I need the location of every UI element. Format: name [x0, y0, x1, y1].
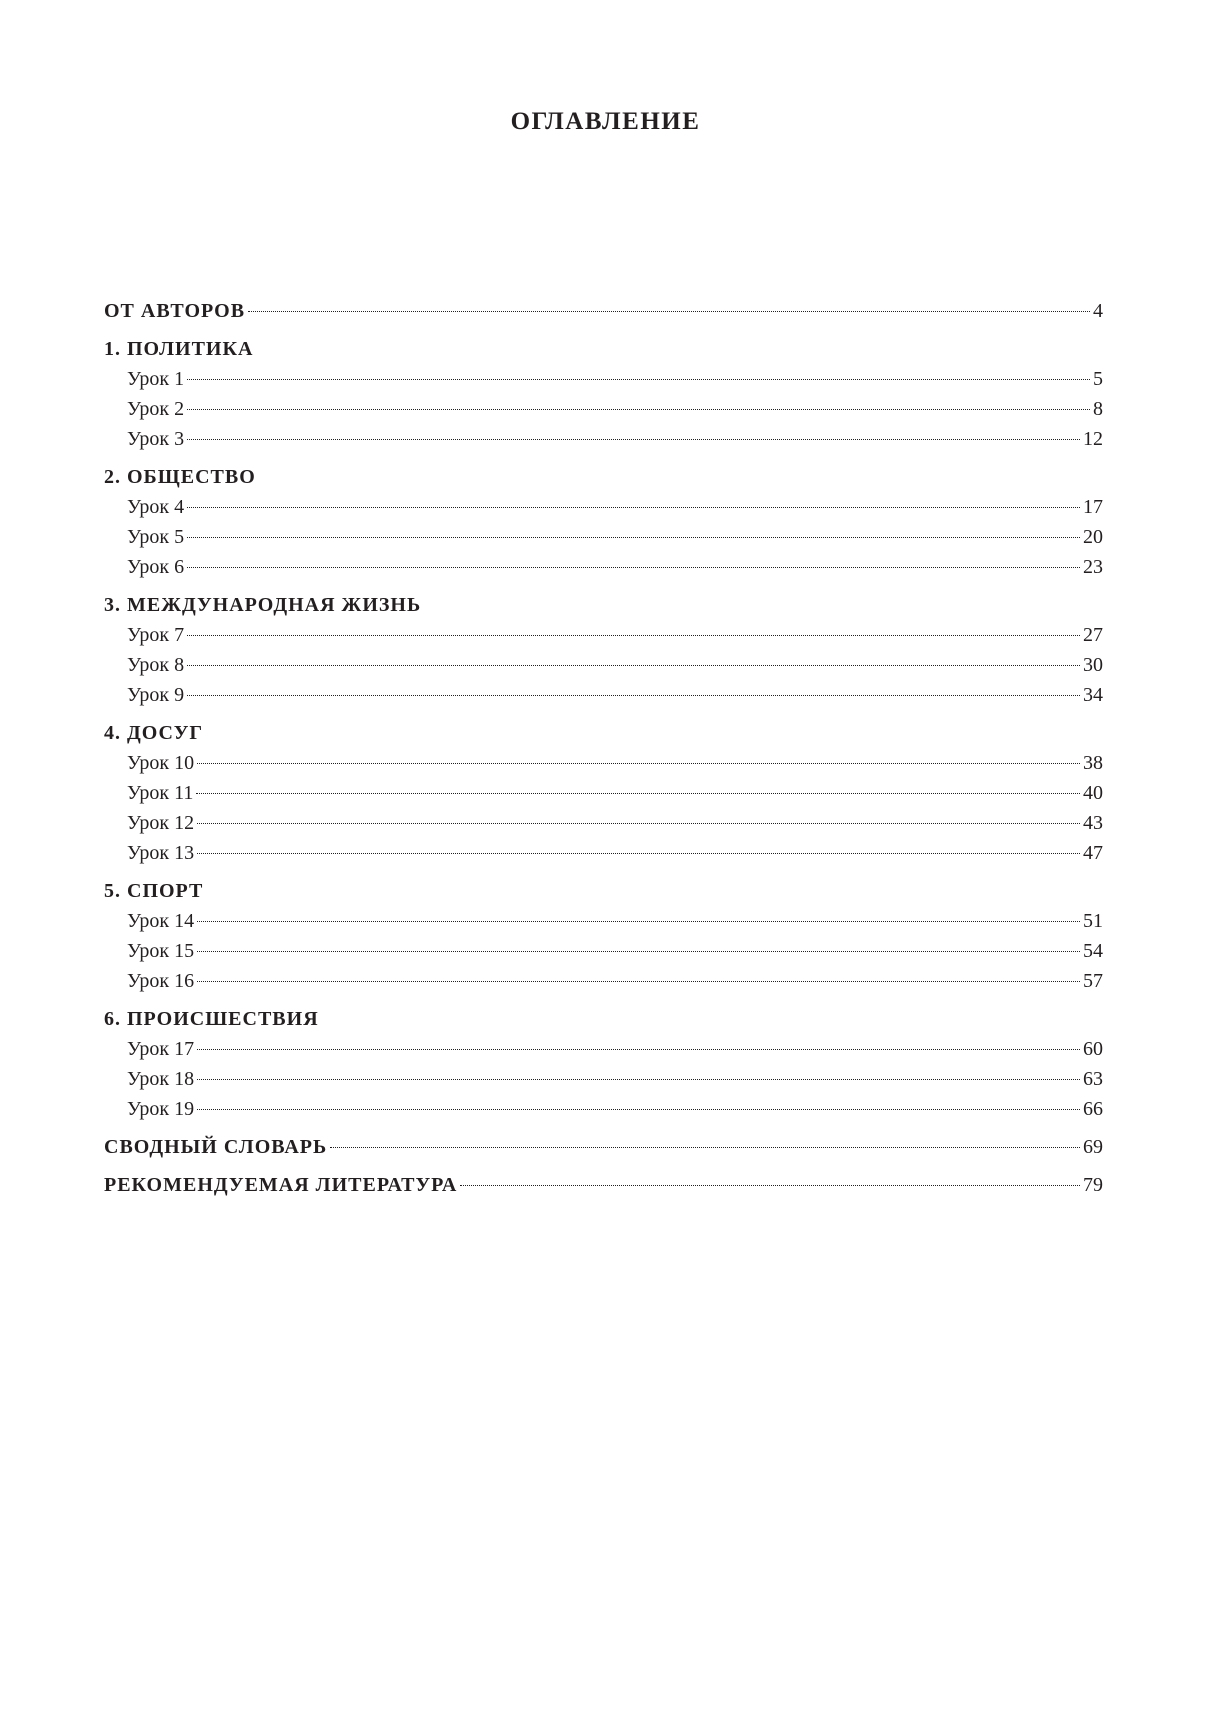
toc-section [104, 334, 1103, 454]
toc-lesson-entry[interactable] [104, 620, 1103, 650]
toc-lesson-entry[interactable] [104, 424, 1103, 454]
toc-page-number: 60 [1083, 1038, 1103, 1060]
toc-lesson-entry[interactable] [104, 522, 1103, 552]
toc-section [104, 876, 1103, 996]
toc-entry-label: Урок 17 [127, 1038, 195, 1060]
dot-leader [248, 311, 1090, 312]
toc-entry-label: ОТ АВТОРОВ [104, 300, 246, 322]
dot-leader [187, 695, 1080, 696]
page-title: ОГЛАВЛЕНИЕ [510, 108, 701, 135]
toc-entry-glossary[interactable] [104, 1132, 1103, 1162]
toc-lesson-entry[interactable] [104, 1034, 1103, 1064]
dot-leader [187, 409, 1090, 410]
toc-lesson-entry[interactable] [104, 680, 1103, 710]
toc-lesson-entry[interactable] [104, 364, 1103, 394]
toc-entry-label: СВОДНЫЙ СЛОВАРЬ [104, 1136, 328, 1158]
dot-leader [187, 537, 1080, 538]
toc-lesson-entry[interactable] [104, 966, 1103, 996]
toc-page-number: 23 [1083, 556, 1103, 578]
toc-lesson-entry[interactable] [104, 1094, 1103, 1124]
dot-leader [460, 1185, 1080, 1186]
dot-leader [196, 793, 1080, 794]
toc-page-number: 51 [1083, 910, 1103, 932]
dot-leader [187, 635, 1080, 636]
toc-page-number: 27 [1083, 624, 1103, 646]
toc-lesson-entry[interactable] [104, 748, 1103, 778]
toc-lesson-entry[interactable] [104, 778, 1103, 808]
toc-entry-label: Урок 9 [127, 684, 185, 706]
toc-lesson-entry[interactable] [104, 650, 1103, 680]
toc-page-number: 38 [1083, 752, 1103, 774]
toc-page-number: 12 [1083, 428, 1103, 450]
toc-entry-from-authors[interactable] [104, 296, 1103, 326]
toc-page-number: 30 [1083, 654, 1103, 676]
toc-lesson-entry[interactable] [104, 394, 1103, 424]
toc-page-number: 66 [1083, 1098, 1103, 1120]
toc-lesson-entry[interactable] [104, 906, 1103, 936]
toc-page-number: 8 [1093, 398, 1103, 420]
dot-leader [197, 951, 1080, 952]
toc-entry-label: Урок 3 [127, 428, 185, 450]
dot-leader [197, 763, 1080, 764]
toc-entry-label: Урок 5 [127, 526, 185, 548]
toc-entry-label: Урок 6 [127, 556, 185, 578]
toc-entry-label: Урок 12 [127, 812, 195, 834]
toc-page-number: 34 [1083, 684, 1103, 706]
dot-leader [187, 507, 1080, 508]
table-of-contents [104, 296, 1103, 1200]
toc-section [104, 1004, 1103, 1124]
dot-leader [330, 1147, 1080, 1148]
section-heading[interactable]: 6. ПРОИСШЕСТВИЯ [104, 1008, 319, 1030]
dot-leader [197, 853, 1080, 854]
toc-entry-recommended-literature[interactable] [104, 1170, 1103, 1200]
toc-section [104, 590, 1103, 710]
dot-leader [197, 823, 1080, 824]
toc-lesson-entry[interactable] [104, 1064, 1103, 1094]
section-heading[interactable]: 1. ПОЛИТИКА [104, 338, 254, 360]
section-heading[interactable]: 4. ДОСУГ [104, 722, 204, 744]
toc-page-number: 47 [1083, 842, 1103, 864]
toc-page-number: 4 [1093, 300, 1103, 322]
section-heading[interactable]: 5. СПОРТ [104, 880, 204, 902]
toc-lesson-entry[interactable] [104, 492, 1103, 522]
toc-section [104, 718, 1103, 868]
toc-lesson-entry[interactable] [104, 808, 1103, 838]
toc-lesson-entry[interactable] [104, 936, 1103, 966]
toc-page-number: 17 [1083, 496, 1103, 518]
toc-page-number: 69 [1083, 1136, 1103, 1158]
toc-section [104, 462, 1103, 582]
toc-entry-label: Урок 18 [127, 1068, 195, 1090]
toc-entry-label: Урок 4 [127, 496, 185, 518]
toc-page-number: 54 [1083, 940, 1103, 962]
dot-leader [197, 921, 1080, 922]
section-heading[interactable]: 2. ОБЩЕСТВО [104, 466, 256, 488]
dot-leader [187, 567, 1080, 568]
toc-entry-label: Урок 15 [127, 940, 195, 962]
toc-page-number: 63 [1083, 1068, 1103, 1090]
toc-page-number: 20 [1083, 526, 1103, 548]
toc-entry-label: Урок 2 [127, 398, 185, 420]
toc-page-number: 40 [1083, 782, 1103, 804]
dot-leader [187, 379, 1090, 380]
dot-leader [197, 1049, 1080, 1050]
toc-entry-label: Урок 1 [127, 368, 185, 390]
toc-page-number: 5 [1093, 368, 1103, 390]
dot-leader [197, 1079, 1080, 1080]
toc-entry-label: Урок 7 [127, 624, 185, 646]
toc-lesson-entry[interactable] [104, 838, 1103, 868]
toc-entry-label: Урок 8 [127, 654, 185, 676]
dot-leader [197, 981, 1080, 982]
dot-leader [187, 665, 1080, 666]
toc-lesson-entry[interactable] [104, 552, 1103, 582]
dot-leader [187, 439, 1080, 440]
toc-entry-label: Урок 13 [127, 842, 195, 864]
toc-entry-label: Урок 16 [127, 970, 195, 992]
toc-page-number: 79 [1083, 1174, 1103, 1196]
toc-entry-label: Урок 10 [127, 752, 195, 774]
toc-entry-label: Урок 14 [127, 910, 195, 932]
toc-entry-label: Урок 11 [127, 782, 194, 804]
section-heading[interactable]: 3. МЕЖДУНАРОДНАЯ ЖИЗНЬ [104, 594, 422, 616]
toc-entry-label: Урок 19 [127, 1098, 195, 1120]
dot-leader [197, 1109, 1080, 1110]
toc-entry-label: РЕКОМЕНДУЕМАЯ ЛИТЕРАТУРА [104, 1174, 458, 1196]
toc-page-number: 57 [1083, 970, 1103, 992]
toc-page-number: 43 [1083, 812, 1103, 834]
